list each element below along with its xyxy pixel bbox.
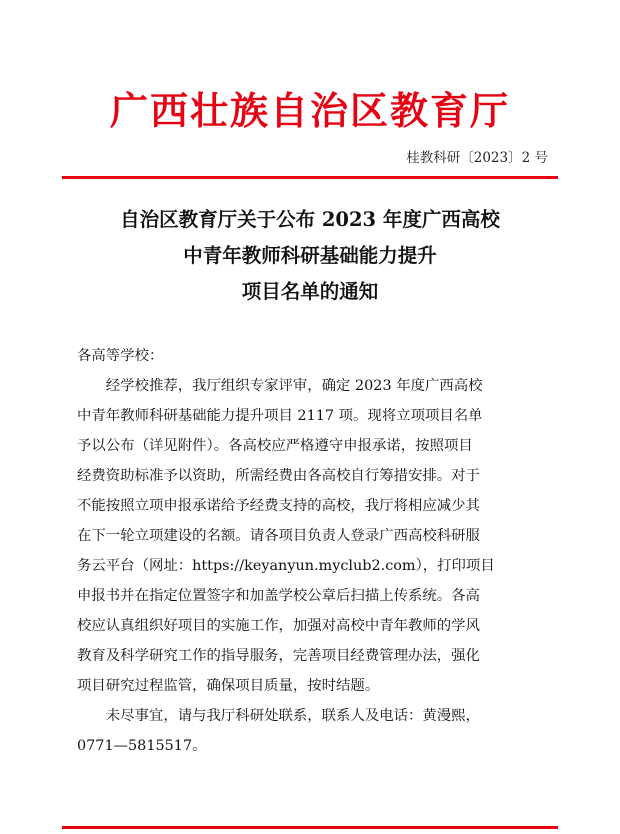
body-line-1: 经学校推荐，我厅组织专家评审，确定 2023 年度广西高校 bbox=[77, 378, 483, 394]
footer-red-divider bbox=[62, 826, 558, 829]
document-number: 桂教科研〔2023〕2 号 bbox=[406, 150, 548, 166]
body-line-6: 在下一轮立项建设的名额。请各项目负责人登录广西高校科研服 bbox=[77, 528, 480, 544]
salutation: 各高等学校： bbox=[77, 348, 164, 364]
body-line-7: 务云平台（网址：https://keyanyun.myclub2.com），打印项目 bbox=[77, 558, 495, 574]
body-line-2: 中青年教师科研基础能力提升项目 2117 项。现将立项项目名单 bbox=[77, 408, 483, 424]
notice-title-line-2: 中青年教师科研基础能力提升 bbox=[183, 244, 437, 267]
header-red-divider bbox=[62, 176, 558, 179]
body-line-9: 校应认真组织好项目的实施工作，加强对高校中青年教师的学风 bbox=[77, 618, 480, 634]
body-line-12: 未尽事宜，请与我厅科研处联系，联系人及电话：黄漫熙， bbox=[77, 708, 480, 724]
body-line-4: 经费资助标准予以资助，所需经费由各高校自行筹措安排。对于 bbox=[77, 468, 480, 484]
notice-title-line-1: 自治区教育厅关于公布 2023 年度广西高校 bbox=[120, 208, 500, 231]
body-line-3: 予以公布（详见附件）。各高校应严格遵守申报承诺，按照项目 bbox=[77, 438, 473, 454]
body-line-8: 申报书并在指定位置签字和加盖学校公章后扫描上传系统。各高 bbox=[77, 588, 480, 604]
notice-title-line-3: 项目名单的通知 bbox=[241, 280, 379, 303]
body-line-11: 项目研究过程监管，确保项目质量，按时结题。 bbox=[77, 678, 380, 694]
body-line-5: 不能按照立项申报承诺给予经费支持的高校，我厅将相应减少其 bbox=[77, 498, 480, 514]
body-line-10: 教育及科学研究工作的指导服务，完善项目经费管理办法，强化 bbox=[77, 648, 480, 664]
body-line-13: 0771—5815517。 bbox=[77, 738, 207, 754]
org-header-title: 广西壮族自治区教育厅 bbox=[109, 88, 510, 133]
